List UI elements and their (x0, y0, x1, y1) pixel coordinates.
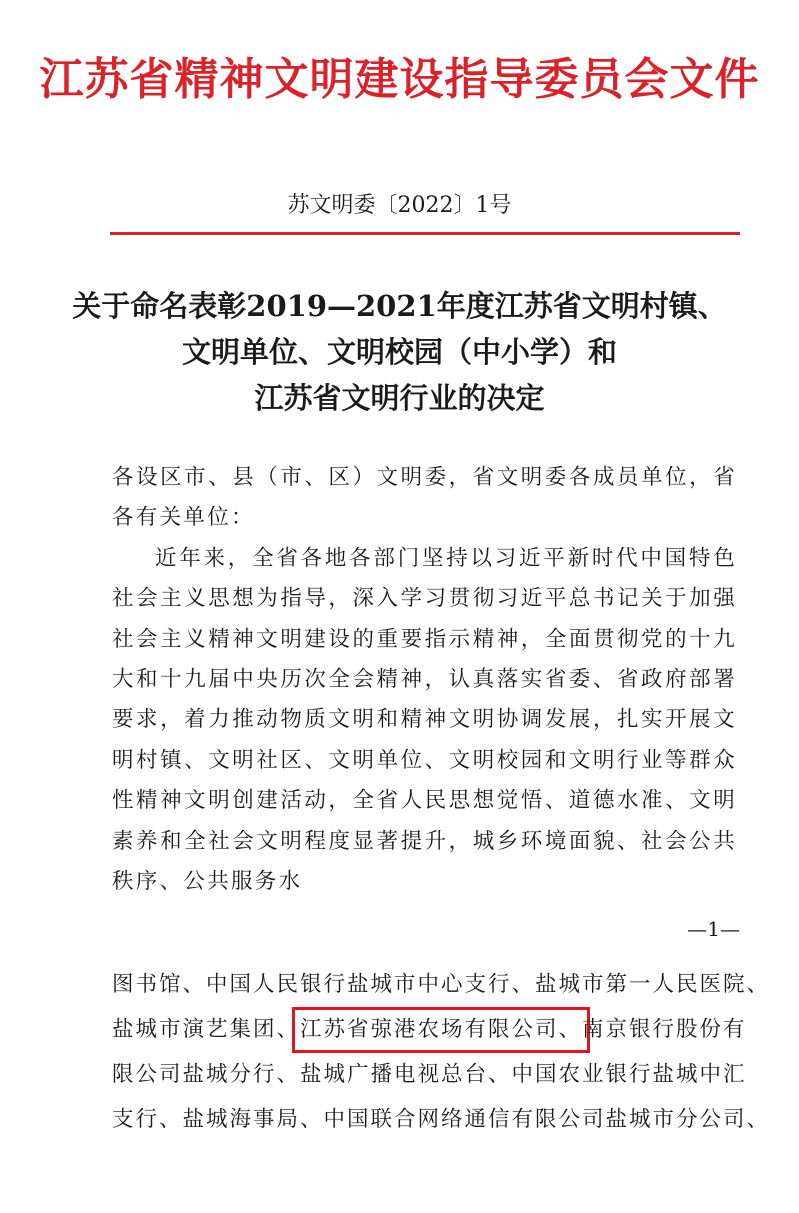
continuation-line-3: 限公司盐城分行、盐城广播电视总台、中国农业银行盐城中汇 (112, 1062, 747, 1087)
issuer-header-title: 江苏省精神文明建设指导委员会文件 (39, 54, 760, 105)
decision-title-line-3: 江苏省文明行业的决定 (254, 381, 545, 415)
body-text (112, 458, 737, 902)
continuation-line-2-before: 盐城市演艺集团、 (112, 1017, 301, 1042)
document-number: 苏文明委〔2022〕1号 (287, 193, 512, 218)
decision-title (0, 283, 799, 421)
highlighted-company-name: 江苏省弶港农场有限公司、 (300, 1015, 582, 1045)
red-divider-line (110, 232, 740, 235)
body-paragraph-1: 近年来，全省各地各部门坚持以习近平新时代中国特色社会主义思想为指导，深入学习贯彻习近平总书记关于加强社会主义精神文明建设的重要指示精神，全面贯彻党的十九大和十九届中央历次全会精神，认真落实省委、省政府部署要求，着力推动物质文明和精神文明协调发展，扎实开展文明村镇、文明社区、文明单位、文明校园和文明行业等群众性精神文明创建活动，全省人民思想觉悟、道德水准、文明素养和全社会文明程度显著提升，城乡环境面貌、社会公共秩序、公共服务水 (112, 545, 737, 895)
page-number: —1— (687, 917, 740, 941)
continuation-line-2 (112, 1007, 747, 1052)
continuation-line-2-after: 南京银行股份有 (582, 1017, 747, 1042)
decision-title-line-2: 文明单位、文明校园（中小学）和 (181, 335, 617, 369)
continuation-line-4: 支行、盐城海事局、中国联合网络通信有限公司盐城市分公司、 (112, 1107, 771, 1132)
continuation-text (112, 962, 771, 1142)
decision-title-line-1: 关于命名表彰2019—2021年度江苏省文明村镇、 (72, 289, 727, 323)
salutation: 各设区市、县（市、区）文明委，省文明委各成员单位，省各有关单位： (112, 465, 737, 531)
continuation-line-1: 图书馆、中国人民银行盐城市中心支行、盐城市第一人民医院、 (112, 972, 771, 997)
